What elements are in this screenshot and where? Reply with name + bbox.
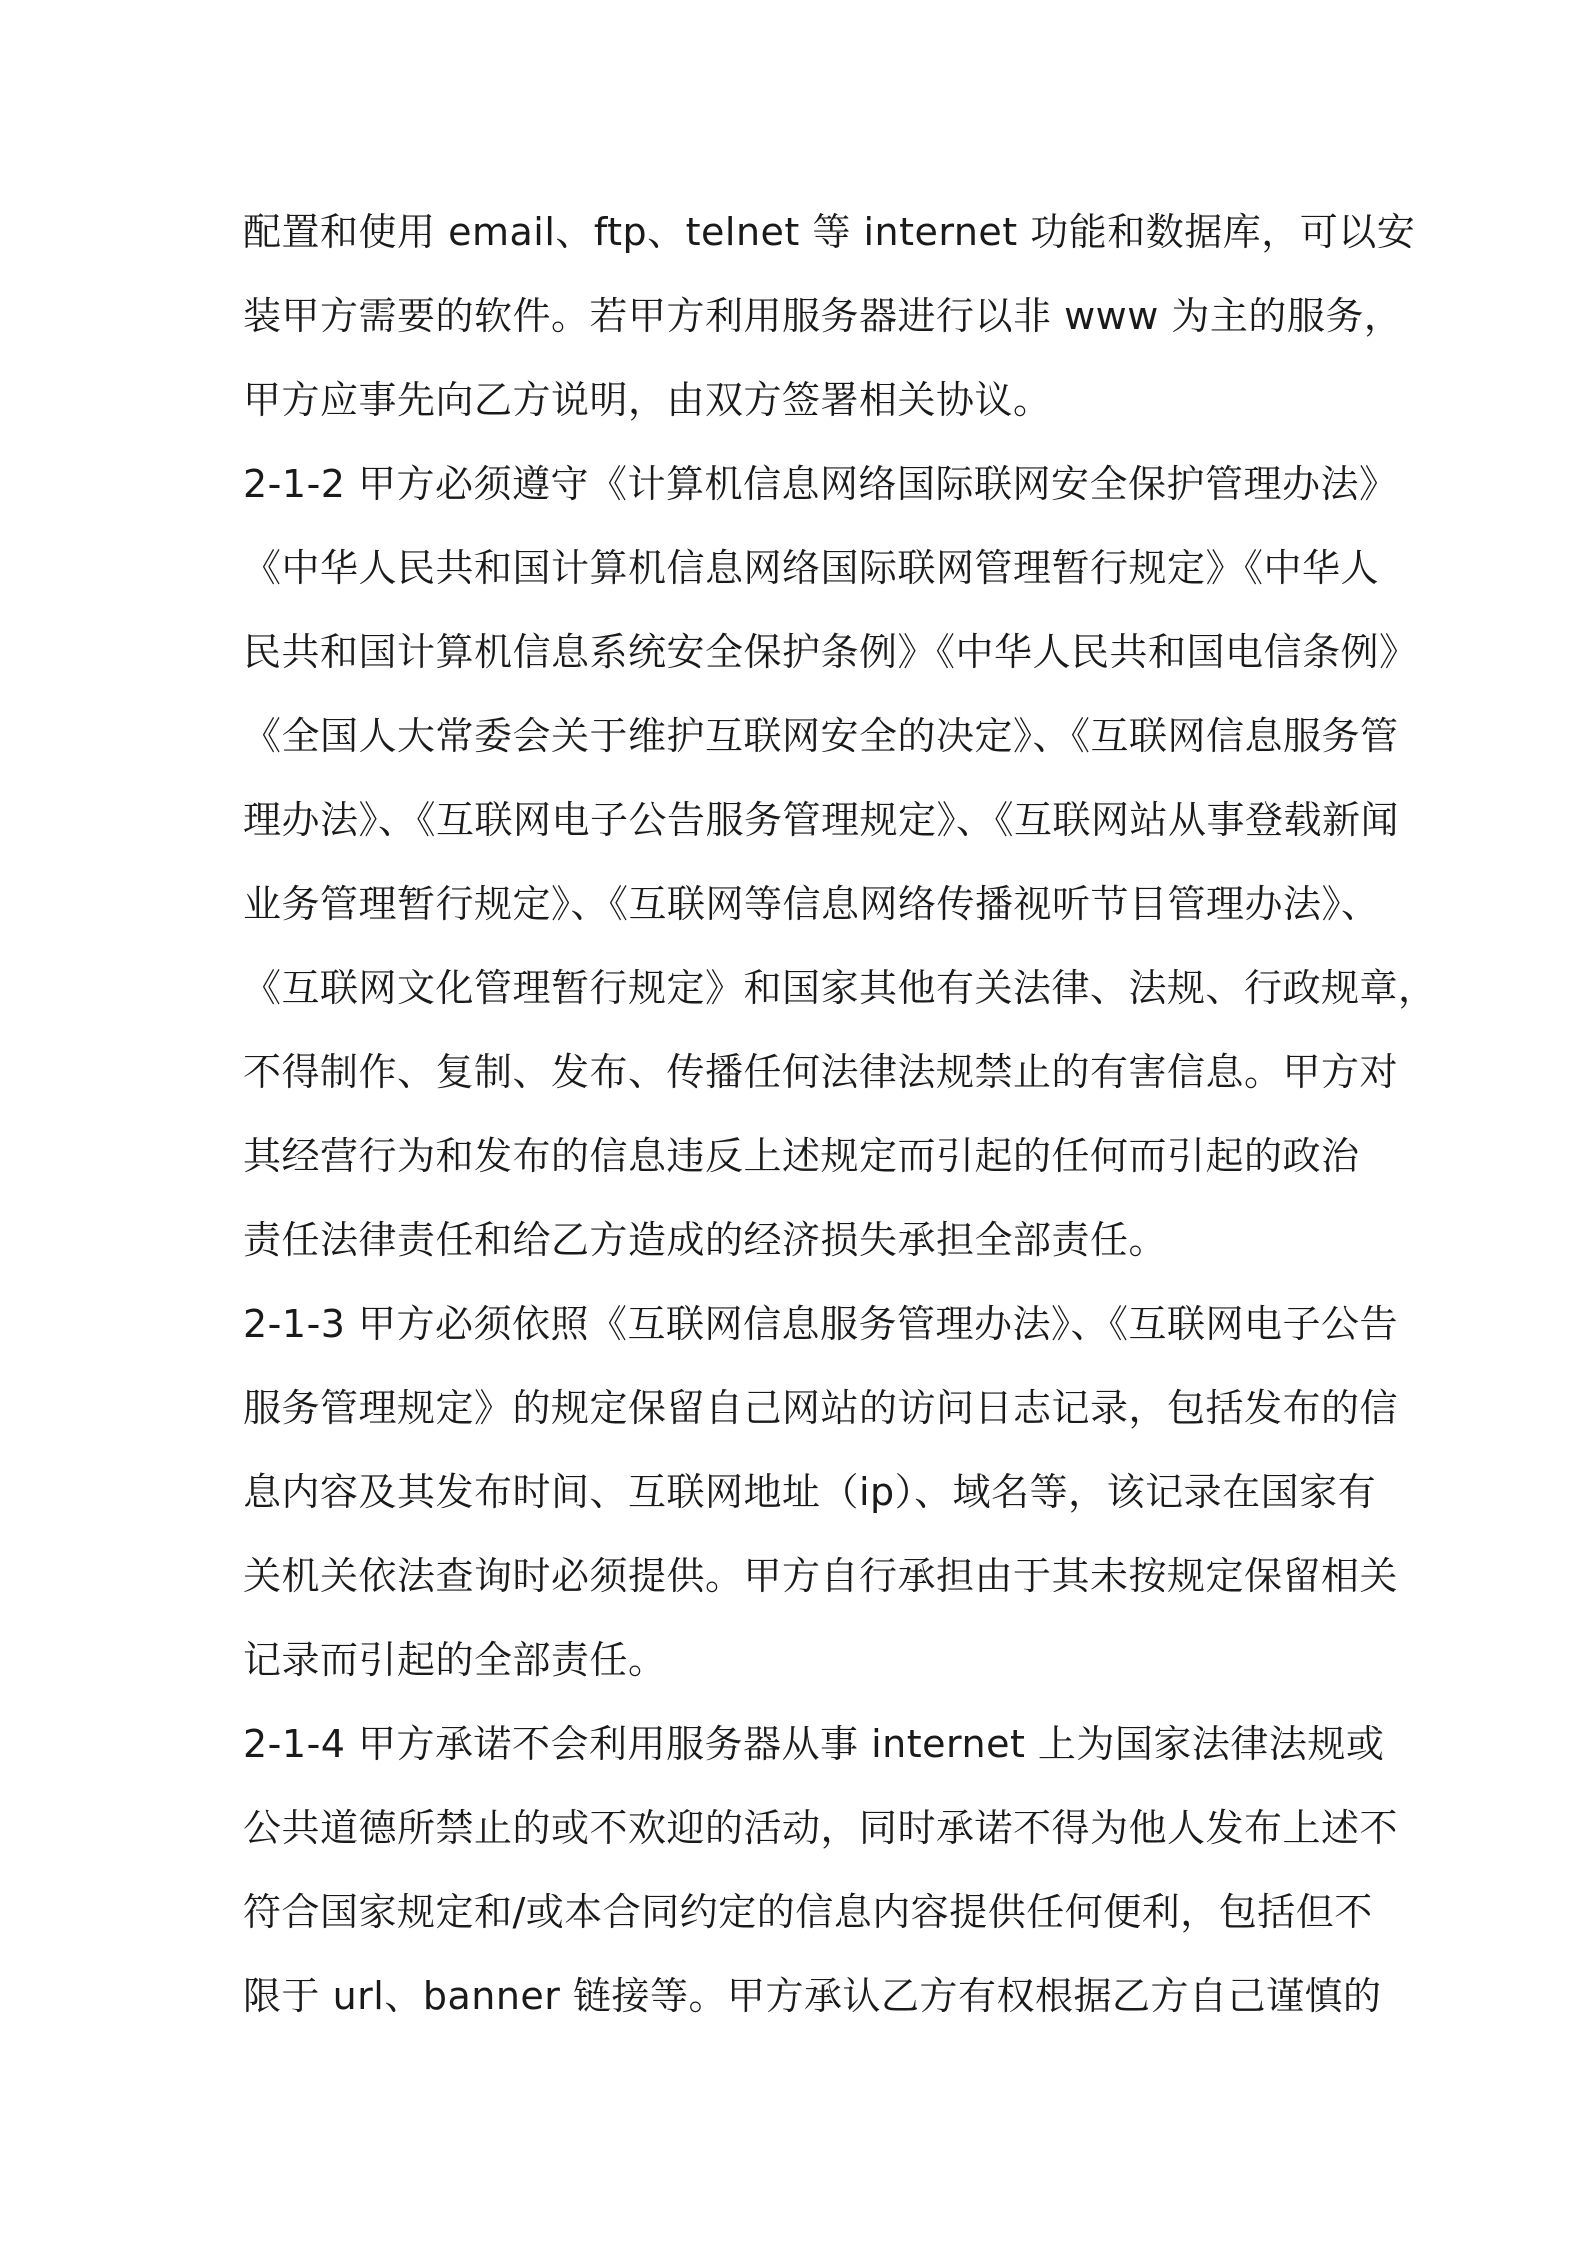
text-line: 《全国人大常委会关于维护互联网安全的决定》、《互联网信息服务管 bbox=[243, 714, 1399, 758]
clause-2-1-2-start: 2-1-2 甲方必须遵守《计算机信息网络国际联网安全保护管理办法》 bbox=[243, 462, 1398, 506]
text-line: 业务管理暂行规定》、《互联网等信息网络传播视听节目管理办法》、 bbox=[243, 882, 1380, 926]
text-line: 关机关依法查询时必须提供。甲方自行承担由于其未按规定保留相关 bbox=[243, 1554, 1399, 1598]
clause-2-1-4-start: 2-1-4 甲方承诺不会利用服务器从事 internet 上为国家法律法规或 bbox=[243, 1722, 1385, 1766]
document-body bbox=[243, 190, 1437, 2038]
text-line: 民共和国计算机信息系统安全保护条例》《中华人民共和国电信条例》 bbox=[243, 630, 1418, 674]
text-line: 装甲方需要的软件。若甲方利用服务器进行以非 www 为主的服务， bbox=[243, 294, 1403, 338]
text-line: 配置和使用 email、ftp、telnet 等 internet 功能和数据库，可以安 bbox=[243, 210, 1416, 254]
text-line: 《互联网文化管理暂行规定》和国家其他有关法律、法规、行政规章， bbox=[243, 966, 1437, 1010]
clause-2-1-3-start: 2-1-3 甲方必须依照《互联网信息服务管理办法》、《互联网电子公告 bbox=[243, 1302, 1399, 1346]
text-line: 责任法律责任和给乙方造成的经济损失承担全部责任。 bbox=[243, 1218, 1168, 1262]
text-line: 符合国家规定和/或本合同约定的信息内容提供任何便利，包括但不 bbox=[243, 1890, 1373, 1934]
text-line: 息内容及其发布时间、互联网地址（ip）、域名等，该记录在国家有 bbox=[243, 1470, 1377, 1514]
text-line: 记录而引起的全部责任。 bbox=[243, 1638, 667, 1682]
text-line: 其经营行为和发布的信息违反上述规定而引起的任何而引起的政治 bbox=[243, 1134, 1360, 1178]
text-line: 甲方应事先向乙方说明，由双方签署相关协议。 bbox=[243, 378, 1052, 422]
text-line: 服务管理规定》的规定保留自己网站的访问日志记录，包括发布的信 bbox=[243, 1386, 1399, 1430]
text-line: 理办法》、《互联网电子公告服务管理规定》、《互联网站从事登载新闻 bbox=[243, 798, 1400, 842]
text-line: 限于 url、banner 链接等。甲方承认乙方有权根据乙方自己谨慎的 bbox=[243, 1974, 1382, 2018]
text-line: 《中华人民共和国计算机信息网络国际联网管理暂行规定》《中华人 bbox=[243, 546, 1380, 590]
text-line: 不得制作、复制、发布、传播任何法律法规禁止的有害信息。甲方对 bbox=[243, 1050, 1399, 1094]
text-line: 公共道德所禁止的或不欢迎的活动，同时承诺不得为他人发布上述不 bbox=[243, 1806, 1399, 1850]
